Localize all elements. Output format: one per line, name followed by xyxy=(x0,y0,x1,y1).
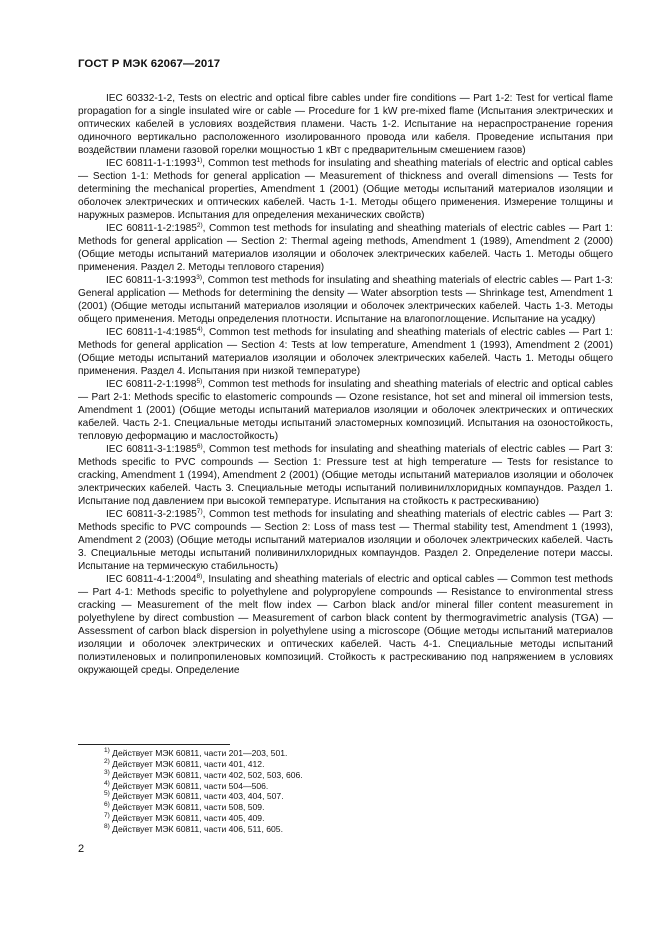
reference-text: , Common test methods for insulating and sheathing materials of electric cables — Part 3: Methods specific to PVC compounds — Section 1: Pressure test at high temperature — Tests for resistance to cracking, Amendment 1 (1994), Amendment 2 (2001) (Общие методы испытаний материалов изоляции и оболочек электрических кабелей. Часть 3. Специальные методы испытаний поливинилхлоридных компаундов. Раздел 1. Испытание под давлением при высокой температуре. Испытания на стойкость к растрескиванию) xyxy=(78,444,613,507)
reference-paragraph xyxy=(78,378,613,443)
reference-paragraph xyxy=(78,92,613,157)
reference-id: IEC 60332-1-2 xyxy=(106,93,173,104)
reference-paragraph xyxy=(78,157,613,222)
reference-paragraph xyxy=(78,443,613,508)
footnote-text: Действует МЭК 60811, части 201—203, 501. xyxy=(112,748,288,758)
reference-id: IEC 60811-4-1:2004 xyxy=(106,574,197,585)
footnote-mark: 3) xyxy=(104,768,110,776)
reference-text: , Common test methods for insulating and sheathing materials of electric cables — Part 1-3: General application — Methods for determining the density — Water absorption tests — Shrinkage test, Amendment 1 (2001) (Общие методы испытаний материалов изоляции и оболочек электрических кабелей. Часть 1-3. Методы общего применения. Методы определения плотности. Испытание на влагопоглощение. Испытание на усадку) xyxy=(78,275,613,325)
footnote-mark: 2) xyxy=(104,757,110,765)
footnotes xyxy=(104,748,584,835)
footnote xyxy=(104,748,584,759)
footnote-divider xyxy=(78,744,230,745)
footnote-text: Действует МЭК 60811, части 508, 509. xyxy=(112,802,265,813)
reference-text: , Common test methods for insulating and sheathing materials of electric cables — Part 3: Methods specific to PVC compounds — Section 2: Loss of mass test — Thermal stability test, Amendment 1 (1993), Amendment 2 (2003) (Общие методы испытаний материалов изоляции и оболочек электрических кабелей. Часть 3. Специальные методы испытаний поливинилхлоридных компаундов. Раздел 2. Определение потери массы. Испытание на термическую стабильность) xyxy=(78,509,613,572)
reference-id: IEC 60811-3-2:1985 xyxy=(106,509,197,520)
reference-text: , Insulating and sheathing materials of electric and optical cables — Common test methods — Part 4-1: Methods specific to polyethylene and polypropylene compounds — Resistance to environmental stress cracking — Measurement of the melt flow index — Carbon black and/or mineral filler content measurement in polyethylene by direct combustion — Measurement of carbon black content by thermogravimetric analysis (TGA) — Assessment of carbon black dispersion in polyethylene using a microscope (Общие методы испытаний материалов изоляции и оболочек электрических и оптических кабелей. Часть 4-1. Специальные методы испытаний полиэтиленовых и полипропиленовых композиций. Стойкость к растрескиванию под напряжением в условиях окружающей среды. Определение xyxy=(78,574,613,676)
footnote-mark: 5) xyxy=(104,790,110,798)
reference-id: IEC 60811-1-2:1985 xyxy=(106,223,197,234)
footnote-text: Действует МЭК 60811, части 406, 511, 605. xyxy=(112,823,283,834)
footnote-mark: 8) xyxy=(196,573,203,580)
reference-paragraph xyxy=(78,222,613,274)
footnote-text: Действует МЭК 60811, части 402, 502, 503, 606. xyxy=(112,769,303,780)
footnote-mark: 6) xyxy=(104,801,110,809)
footnote-mark: 1) xyxy=(196,157,203,164)
footnote-mark: 2) xyxy=(196,222,203,229)
footnote-mark: 8) xyxy=(104,822,110,830)
footnote xyxy=(104,824,584,835)
reference-text: , Common test methods for insulating and sheathing materials of electric and optical cables — Part 2-1: Methods specific to elastomeric compounds — Ozone resistance, hot set and mineral oil immersion tests, Amendment 1 (2001) (Общие методы испытаний материалов изоляции и оболочек электрических и оптических кабелей. Часть 2-1. Специальные методы испытаний эластомерных композиций. Испытания на озоностойкость, тепловую деформацию и маслостойкость) xyxy=(78,379,613,442)
footnote xyxy=(104,759,584,770)
footnote-mark: 4) xyxy=(196,326,203,333)
reference-id: IEC 60811-3-1:1985 xyxy=(106,444,197,455)
reference-id: IEC 60811-1-1:1993 xyxy=(106,158,197,169)
footnote-mark: 1) xyxy=(104,747,110,754)
reference-id: IEC 60811-2-1:1998 xyxy=(106,379,197,390)
footnote xyxy=(104,781,584,792)
footnote xyxy=(104,813,584,824)
page-number: 2 xyxy=(78,843,85,855)
footnote-mark: 7) xyxy=(196,508,203,515)
reference-id: IEC 60811-1-3:1993 xyxy=(106,275,197,286)
reference-paragraph xyxy=(78,573,613,677)
footnote-mark: 7) xyxy=(104,812,110,820)
footnote-text: Действует МЭК 60811, части 401, 412. xyxy=(112,758,265,769)
footnote-text: Действует МЭК 60811, части 403, 404, 507. xyxy=(112,791,284,802)
footnote-text: Действует МЭК 60811, части 504—506. xyxy=(112,780,269,791)
references-body xyxy=(78,92,613,677)
footnote xyxy=(104,770,584,781)
footnote-mark: 5) xyxy=(196,378,203,385)
reference-text: , Common test methods for insulating and sheathing materials of electric and optical cables — Section 1-1: Methods for general application — Measurement of thickness and overall dimensions — Tests for determining the mechanical properties, Amendment 1 (2001) (Общие методы испытаний материалов изоляции и оболочек электрических и оптических кабелей. Часть 1-1. Методы общего применения. Измерение толщины и наружных размеров. Испытания для определения механических свойств) xyxy=(78,158,613,221)
reference-paragraph xyxy=(78,326,613,378)
reference-text: , Common test methods for insulating and sheathing materials of electric cables — Part 1: Methods for general application — Section 2: Thermal ageing methods, Amendment 1 (1989), Amendment 2 (2000) (Общие методы испытаний материалов изоляции и оболочек электрических кабелей. Часть 1. Методы общего применения. Раздел 2. Методы теплового старения) xyxy=(78,223,613,273)
footnote-text: Действует МЭК 60811, части 405, 409. xyxy=(112,813,265,824)
footnote-mark: 6) xyxy=(196,443,203,450)
footnote xyxy=(104,802,584,813)
footnote xyxy=(104,791,584,802)
reference-id: IEC 60811-1-4:1985 xyxy=(106,327,197,338)
reference-text: , Tests on electric and optical fibre cables under fire conditions — Part 1-2: Test for vertical flame propagation for a single insulated wire or cable — Procedure for 1 kW pre-mixed flame (Испытания электрических и оптических кабелей в условиях воздействия пламени. Часть 1-2. Испытание на нераспространение горения одиночного вертикально расположенного изолированного провода или кабеля. Проведение испытания при воздействии пламени газовой горелки мощностью 1 кВт с предварительным смешением газов) xyxy=(78,93,614,156)
reference-paragraph xyxy=(78,274,613,326)
reference-paragraph xyxy=(78,508,613,573)
footnote-mark: 4) xyxy=(104,779,110,787)
page-header: ГОСТ Р МЭК 62067—2017 xyxy=(78,58,221,70)
reference-text: , Common test methods for insulating and sheathing materials of electric cables — Part 1: Methods for general application — Section 4: Tests at low temperature, Amendment 1 (1993), Amendment 2 (2001) (Общие методы испытаний материалов изоляции и оболочек электрических кабелей. Часть 1. Методы общего применения. Раздел 4. Испытания при низкой температуре) xyxy=(78,327,613,377)
footnote-mark: 3) xyxy=(196,274,203,281)
